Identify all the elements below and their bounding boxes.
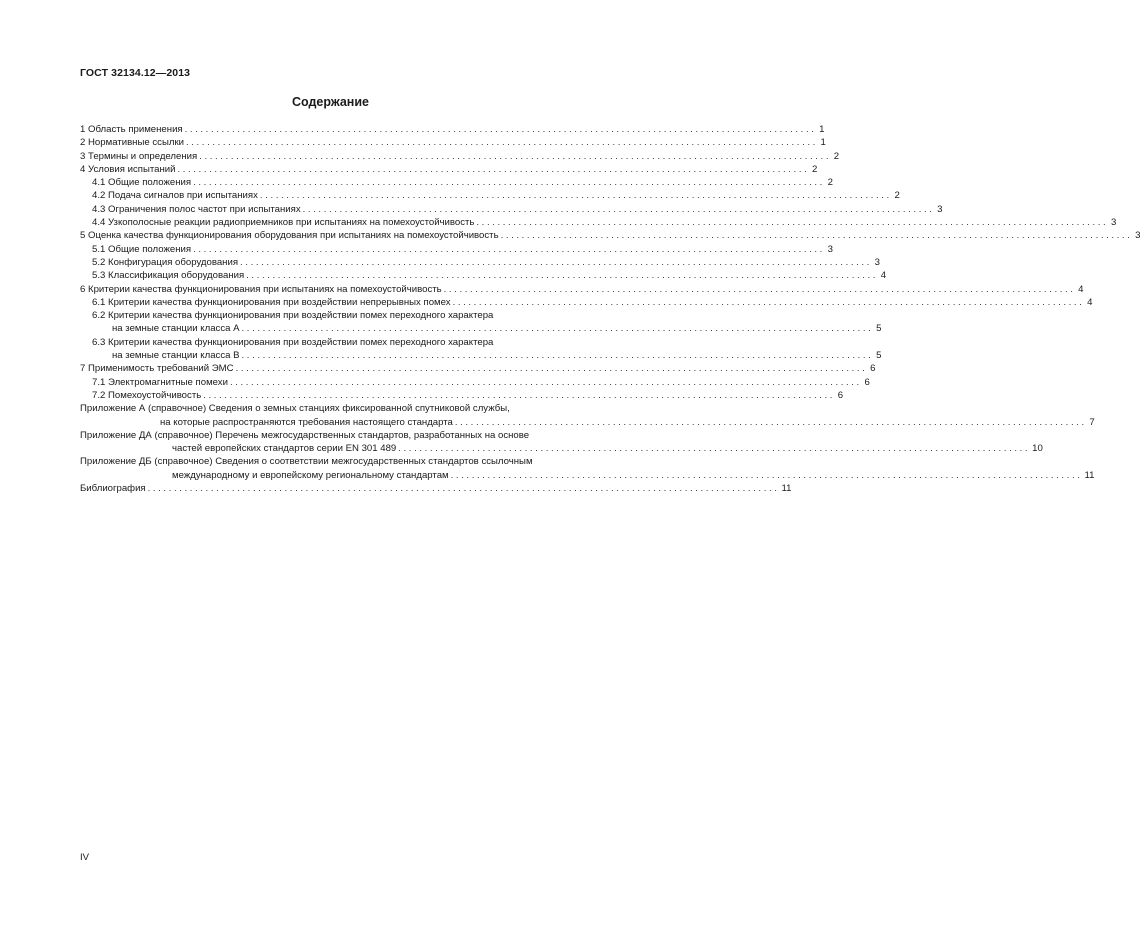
toc-appendix-first-line[interactable]: Приложение ДБ (справочное) Сведения о соответствии межгосударственных стандартов ссылочным (80, 456, 533, 468)
toc-entry[interactable] (80, 442, 1043, 455)
toc-entry-page: 11 (1084, 469, 1095, 481)
toc-leader: ........................................................................................................................ (450, 469, 1083, 481)
toc-entry[interactable] (80, 362, 876, 375)
toc-entry-page: 2 (812, 163, 818, 175)
toc-leader: ........................................................................................................................ (241, 350, 874, 362)
toc-entry-first-line[interactable]: 6.3 Критерии качества функционирования при воздействии помех переходного характера (92, 336, 494, 348)
toc-entry-text: на земные станции класса В (112, 350, 240, 362)
toc-entry[interactable] (80, 136, 826, 149)
toc-entry[interactable] (80, 416, 1095, 429)
page-title: Содержание (291, 95, 369, 109)
toc-leader: ........................................................................................................................ (186, 137, 818, 149)
toc-entry[interactable] (80, 283, 1084, 296)
toc-entry[interactable] (80, 150, 840, 163)
toc-entry-text: 4.3 Ограничения полос частот при испытаниях (92, 203, 301, 215)
toc-entry[interactable] (80, 376, 870, 389)
toc-entry-text: 4.4 Узкополосные реакции радиоприемников при испытаниях на помехоустойчивость (92, 217, 475, 229)
toc-appendix-first-line[interactable]: Приложение А (справочное) Сведения о земных станциях фиксированной спутниковой службы, (80, 403, 510, 415)
toc-entry-page: 6 (864, 376, 870, 388)
toc-entry-text: 7.2 Помехоустойчивость (92, 389, 202, 401)
toc-entry[interactable] (80, 123, 825, 136)
toc-entry-text: 6.1 Критерии качества функционирования при воздействии непрерывных помех (92, 296, 451, 308)
toc-entry-page: 3 (1110, 217, 1117, 229)
toc-entry-text: 1 Область применения (80, 124, 183, 135)
toc-entry-text: 4.1 Общие положения (92, 177, 192, 189)
toc-entry-page: 1 (819, 124, 825, 135)
toc-entry-text: 4 Условия испытаний (80, 163, 176, 175)
toc-entry-page: 4 (1087, 296, 1093, 308)
toc-leader: ........................................................................................................................ (454, 416, 1087, 428)
toc-entry-page: 6 (837, 389, 844, 401)
toc-entry-text: 5 Оценка качества функционирования оборудования при испытаниях на помехоустойчивость (80, 230, 499, 242)
toc-leader: ........................................................................................................................ (235, 363, 868, 375)
toc-entry-text: частей европейских стандартов серии EN 301 489 (172, 443, 397, 455)
toc-leader: ........................................................................................................................ (452, 296, 1085, 308)
document-code: ГОСТ 32134.12—2013 (80, 67, 191, 79)
toc-entry-text: 3 Термины и определения (80, 150, 198, 162)
toc-entry[interactable] (80, 349, 882, 362)
toc-entry[interactable] (80, 269, 887, 282)
toc-appendix-first-line[interactable]: Приложение ДА (справочное) Перечень межгосударственных стандартов, разработанных на основе (80, 429, 530, 441)
toc-entry-text: 6 Критерии качества функционирования при испытаниях на помехоустойчивость (80, 283, 442, 295)
toc-leader: ........................................................................................................................ (500, 230, 1133, 242)
toc-leader: ........................................................................................................................ (229, 376, 862, 388)
toc-entry[interactable] (80, 189, 900, 202)
toc-entry[interactable] (80, 163, 818, 176)
toc-entry-text: Библиография (80, 483, 146, 495)
toc-entry-page: 1 (820, 137, 826, 149)
toc-leader: ........................................................................................................................ (246, 270, 879, 282)
toc-leader: ........................................................................................................................ (147, 483, 780, 495)
toc-entry-text: 5.3 Классификация оборудования (92, 270, 245, 282)
toc-entry-page: 5 (876, 323, 882, 335)
toc-entry-text: 2 Нормативные ссылки (80, 137, 185, 149)
toc-entry[interactable] (80, 389, 844, 402)
page-number: IV (80, 852, 90, 863)
toc-entry[interactable] (80, 322, 882, 335)
toc-leader: ........................................................................................................................ (302, 203, 935, 215)
toc-entry-page: 6 (870, 363, 876, 375)
toc-entry[interactable] (80, 216, 1117, 229)
toc-entry-text: 7 Применимость требований ЭМС (80, 363, 234, 375)
toc-entry-text: 4.2 Подача сигналов при испытаниях (92, 190, 258, 202)
toc-entry-page: 3 (937, 203, 943, 215)
toc-entry-page: 4 (880, 270, 887, 282)
toc-entry-page: 3 (874, 256, 880, 268)
table-of-contents (80, 123, 1140, 495)
toc-leader: ........................................................................................................................ (199, 150, 832, 162)
toc-entry-page: 4 (1078, 283, 1084, 295)
toc-entry[interactable] (80, 229, 1140, 242)
toc-entry-text: на которые распространяются требования настоящего стандарта (160, 416, 453, 428)
toc-entry[interactable] (80, 203, 943, 216)
toc-leader: ........................................................................................................................ (241, 323, 874, 335)
toc-leader: ........................................................................................................................ (177, 163, 810, 175)
toc-leader: ........................................................................................................................ (476, 217, 1109, 229)
toc-entry[interactable] (80, 243, 833, 256)
toc-leader: ........................................................................................................................ (203, 389, 836, 401)
toc-entry-page: 10 (1032, 443, 1043, 455)
toc-leader: ........................................................................................................................ (259, 190, 892, 202)
toc-entry[interactable] (80, 469, 1095, 482)
toc-entry-page: 2 (833, 150, 840, 162)
toc-leader: ........................................................................................................................ (193, 243, 825, 255)
toc-leader: ........................................................................................................................ (443, 283, 1076, 295)
toc-entry-page: 3 (827, 243, 833, 255)
toc-leader: ........................................................................................................................ (398, 443, 1031, 455)
toc-entry-text: 5.2 Конфигурация оборудования (92, 256, 239, 268)
toc-entry-page: 2 (827, 177, 833, 189)
toc-entry-page: 2 (894, 190, 900, 202)
toc-entry[interactable] (80, 482, 792, 495)
toc-entry-page: 5 (876, 350, 882, 362)
toc-entry-text: международному и европейскому региональному стандартам (172, 469, 449, 481)
toc-entry-text: 7.1 Электромагнитные помехи (92, 376, 228, 388)
toc-entry-text: на земные станции класса А (112, 323, 240, 335)
toc-entry[interactable] (80, 296, 1093, 309)
toc-entry[interactable] (80, 176, 833, 189)
toc-entry-first-line[interactable]: 6.2 Критерии качества функционирования при воздействии помех переходного характера (92, 310, 494, 322)
toc-entry-page: 11 (781, 483, 792, 495)
toc-leader: ........................................................................................................................ (240, 256, 872, 268)
toc-entry-page: 3 (1135, 230, 1140, 242)
toc-leader: ........................................................................................................................ (184, 124, 817, 135)
toc-entry-text: 5.1 Общие положения (92, 243, 192, 255)
toc-entry[interactable] (80, 256, 880, 269)
toc-entry-page: 7 (1089, 416, 1095, 428)
toc-leader: ........................................................................................................................ (193, 177, 825, 189)
